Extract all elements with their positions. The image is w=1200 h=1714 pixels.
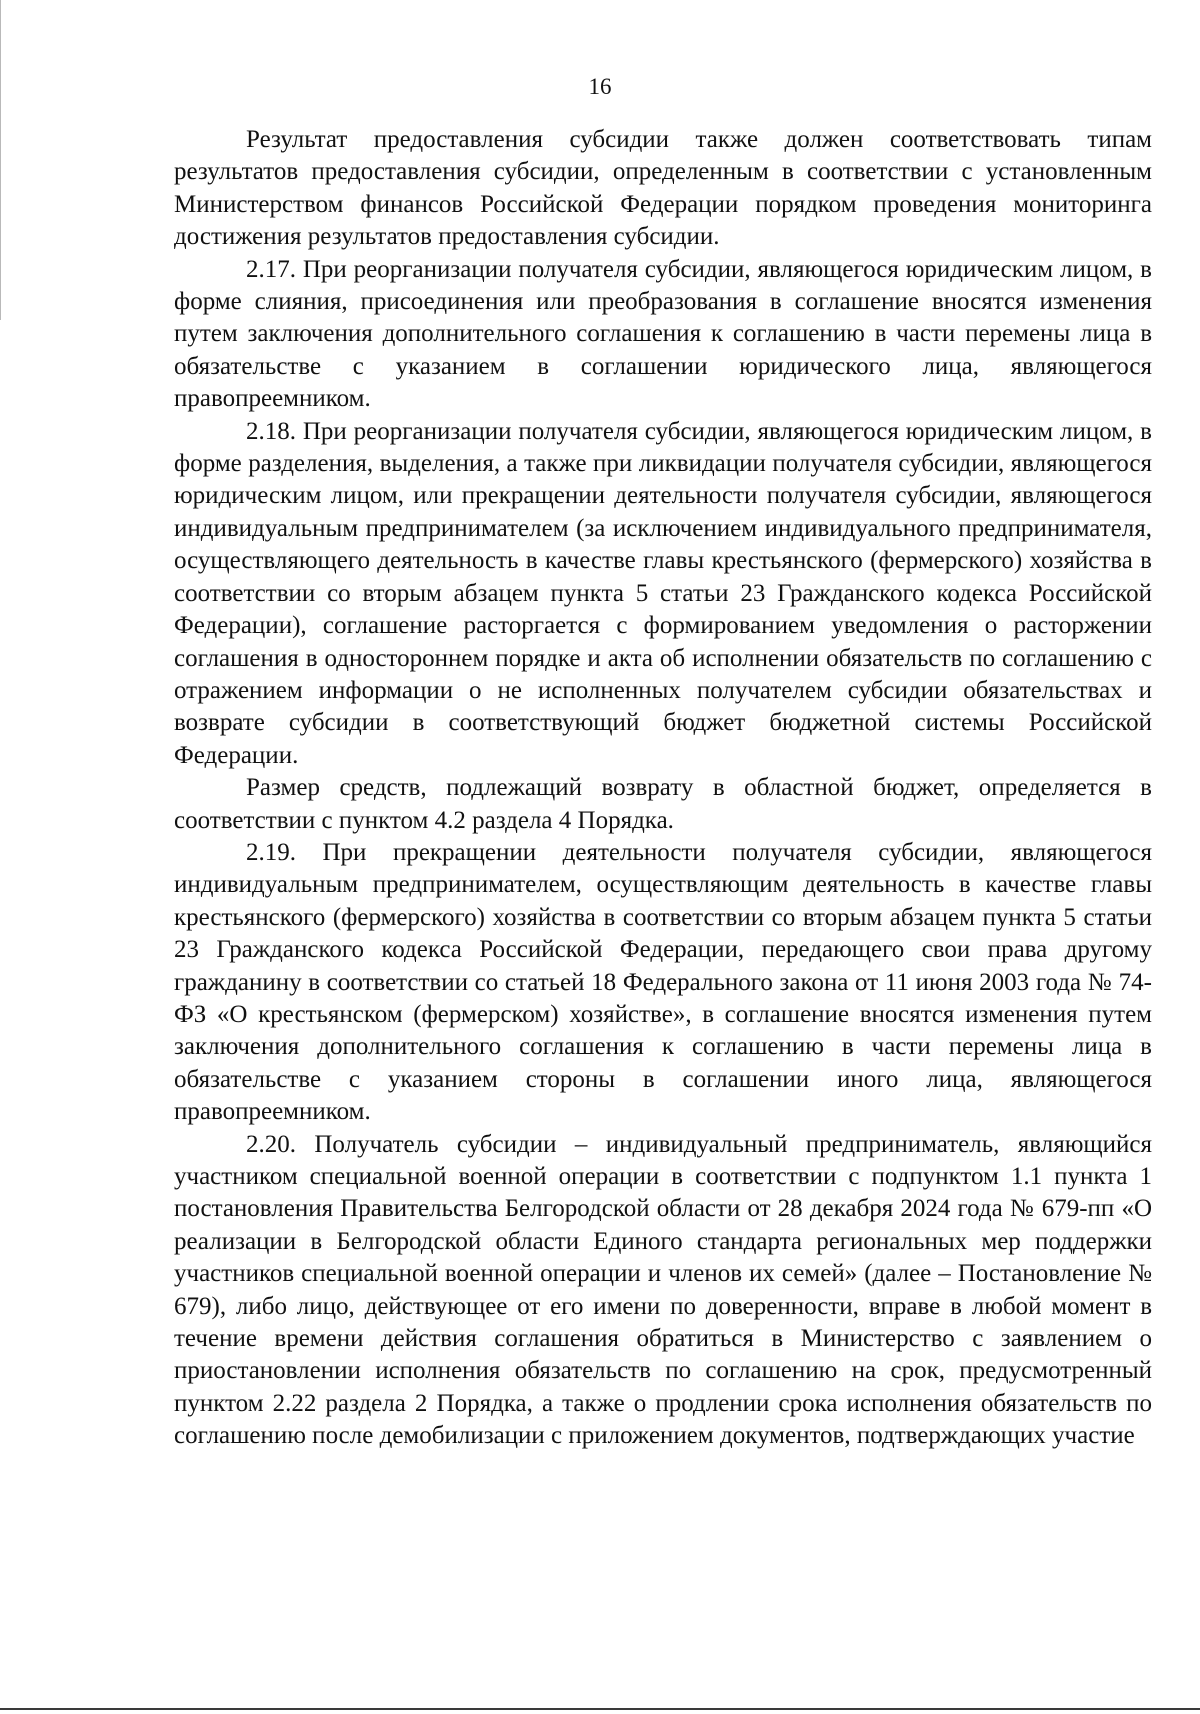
paragraph-2-18: 2.18. При реорганизации получателя субсидии, являющегося юридическим лицом, в форме разделения, выделения, а также при ликвидации получателя субсидии, являющегося юридическим лицом, или прекращении деятельности получателя субсидии, являющегося индивидуальным предпринимателем (за исключением индивидуального предпринимателя, осуществляющего деятельность в качестве главы крестьянского (фермерского) хозяйства в соответствии со вторым абзацем пункта 5 статьи 23 Гражданского кодекса Российской Федерации), соглашение расторгается с формированием уведомления о расторжении соглашения в одностороннем порядке и акта об исполнении обязательств по соглашению с отражением информации о не исполненных получателем субсидии обязательствах и возврате субсидии в соответствующий бюджет бюджетной системы Российской Федерации. bbox=[174, 417, 1152, 769]
paragraph-result-types: Результат предоставления субсидии также должен соответствовать типам результатов предоставления субсидии, определенным в соответствии с установленным Министерством финансов Российской Федерации порядком проведения мониторинга достижения результатов предоставления субсидии. bbox=[174, 126, 1152, 251]
document-body bbox=[174, 124, 1152, 1453]
page-number: 16 bbox=[588, 74, 612, 99]
scan-edge-mark bbox=[0, 0, 1, 320]
paragraph-2-19: 2.19. При прекращении деятельности получателя субсидии, являющегося индивидуальным предпринимателем, осуществляющим деятельность в качестве главы крестьянского (фермерского) хозяйства в соответствии со вторым абзацем пункта 5 статьи 23 Гражданского кодекса Российской Федерации, передающего свои права другому гражданину в соответствии со статьей 18 Федерального закона от 11 июня 2003 года № 74-ФЗ «О крестьянском (фермерском) хозяйстве», в соглашение вносятся изменения путем заключения дополнительного соглашения к соглашению в части перемены лица в обязательстве с указанием стороны в соглашении иного лица, являющегося правопреемником. bbox=[174, 838, 1152, 1126]
paragraph-2-20: 2.20. Получатель субсидии – индивидуальный предприниматель, являющийся участником специальной военной операции в соответствии с подпунктом 1.1 пункта 1 постановления Правительства Белгородской области от 28 декабря 2024 года № 679-пп «О реализации в Белгородской области Единого стандарта региональных мер поддержки участников специальной военной операции и членов их семей» (далее – Постановление № 679), либо лицо, действующее от его имени по доверенности, вправе в любой момент в течение времени действия соглашения обратиться в Министерство с заявлением о приостановлении исполнения обязательств по соглашению на срок, предусмотренный пунктом 2.22 раздела 2 Порядка, а также о продлении срока исполнения обязательств по соглашению после демобилизации с приложением документов, подтверждающих участие bbox=[174, 1130, 1152, 1450]
paragraph-2-17: 2.17. При реорганизации получателя субсидии, являющегося юридическим лицом, в форме слияния, присоединения или преобразования в соглашение вносятся изменения путем заключения дополнительного соглашения к соглашению в части перемены лица в обязательстве с указанием в соглашении юридического лица, являющегося правопреемником. bbox=[174, 255, 1152, 413]
scan-bottom-edge bbox=[0, 1708, 1200, 1710]
paragraph-refund-amount: Размер средств, подлежащий возврату в областной бюджет, определяется в соответствии с пунктом 4.2 раздела 4 Порядка. bbox=[174, 774, 1152, 834]
